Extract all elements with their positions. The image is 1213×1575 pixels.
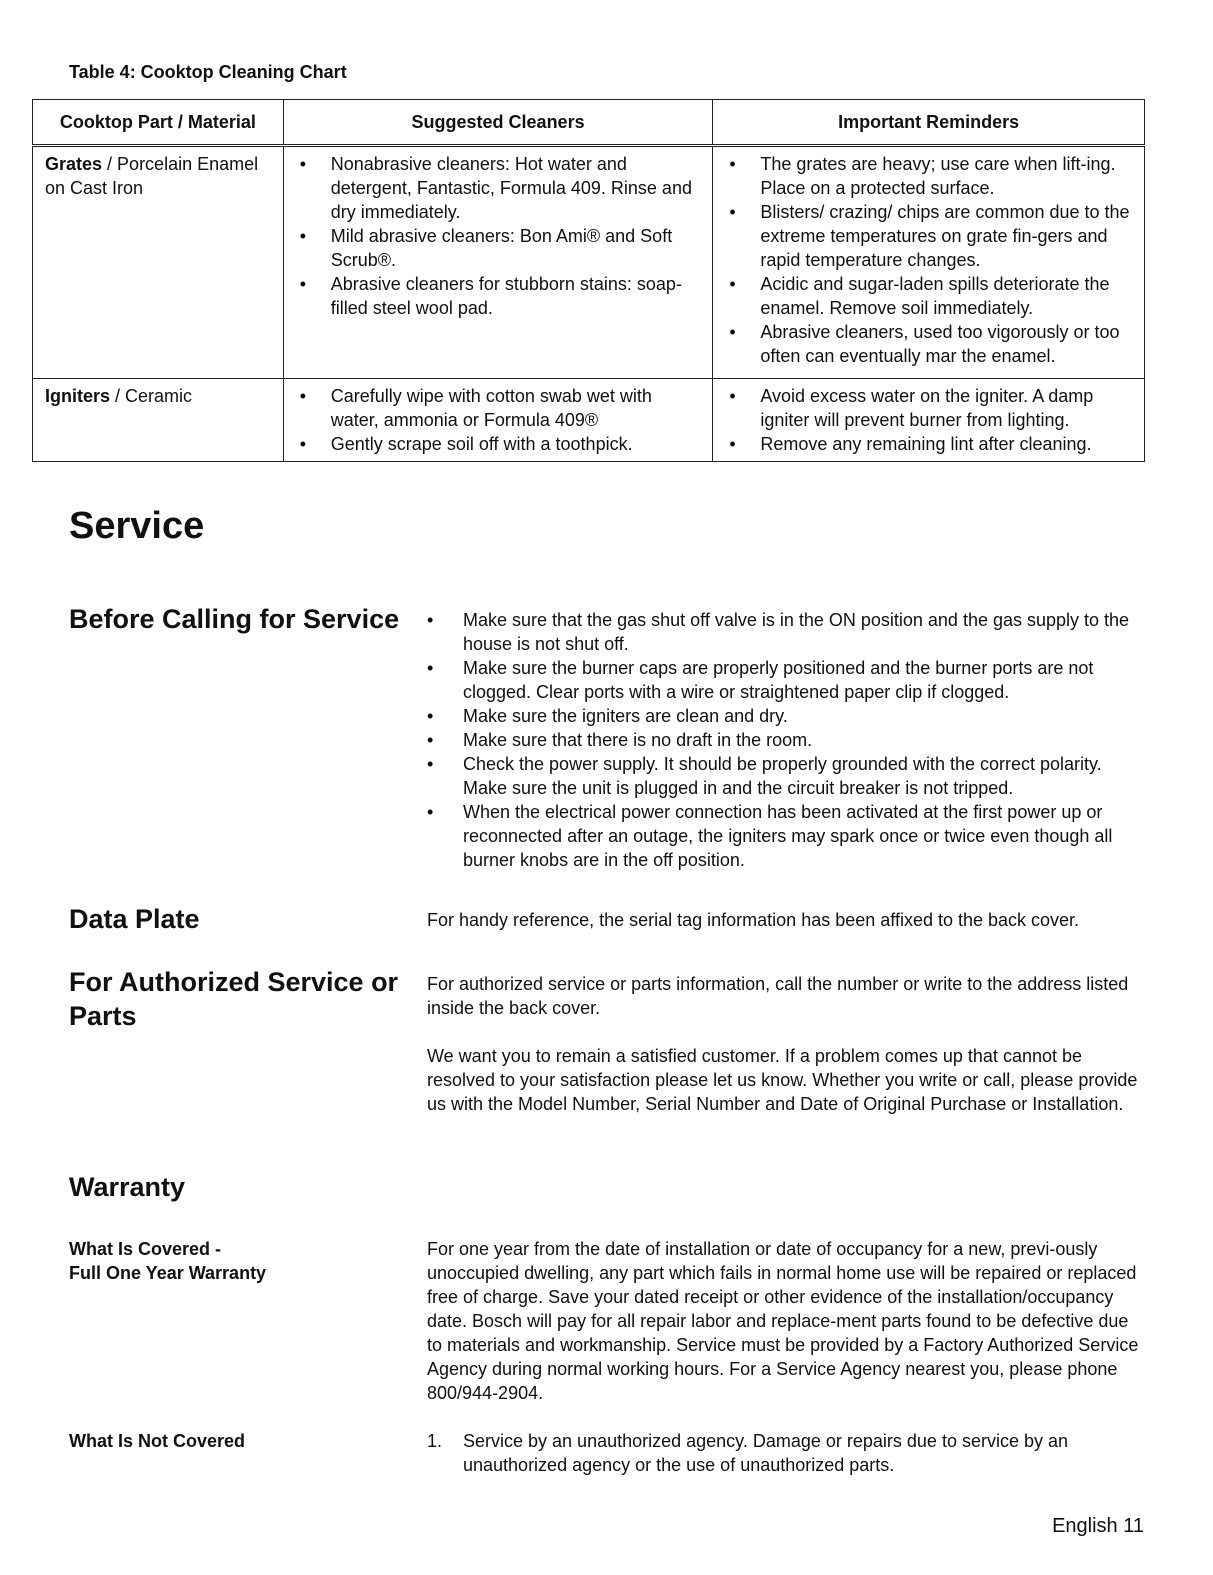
- column-header-part: Cooktop Part / Material: [33, 100, 284, 146]
- cleaners-cell: [283, 146, 713, 379]
- list-item: • Make sure the burner caps are properly positioned and the burner ports are not clogged. Clear ports with a wire or straightened paper clip if clogged.: [427, 656, 1143, 704]
- list-item: • The grates are heavy; use care when lift-ing. Place on a protected surface.: [725, 152, 1132, 200]
- table-row: [33, 379, 1145, 462]
- list-item: • Remove any remaining lint after cleaning.: [725, 432, 1132, 456]
- item-number: 1.: [427, 1431, 443, 1451]
- reminders-cell: [713, 146, 1145, 379]
- data-plate-text: For handy reference, the serial tag information has been affixed to the back cover.: [427, 910, 1080, 930]
- list-item: • Abrasive cleaners for stubborn stains: soap-filled steel wool pad.: [296, 272, 701, 320]
- list-item: • Check the power supply. It should be properly grounded with the correct polarity. Make sure the unit is plugged in and the circuit breaker is not tripped.: [427, 752, 1143, 800]
- part-cell: [33, 379, 284, 462]
- part-material: / Ceramic: [110, 386, 193, 406]
- list-item: • Carefully wipe with cotton swab wet with water, ammonia or Formula 409®: [296, 384, 701, 432]
- covered-label-line2: Full One Year Warranty: [69, 1263, 267, 1283]
- authorized-text: For authorized service or parts information, call the number or write to the address listed inside the back cover.: [427, 974, 1129, 1018]
- not-covered-item: [427, 1429, 1143, 1477]
- covered-text: For one year from the date of installation or date of occupancy for a new, previ-ously unoccupied dwelling, any part which fails in normal home use will be repaired or replaced free of charge. Save your dated receipt or other evidence of the installation/occupancy date. Bosch will pay for all repair labor and replace-ment parts found to be defective due to materials and workmanship. Service must be provided by a Factory Authorized Service Agency during normal working hours. For a Service Agency nearest you, please phone 800/944-2904.: [427, 1239, 1139, 1403]
- authorized-heading-line2: Parts: [69, 1001, 137, 1031]
- list-item: • Blisters/ crazing/ chips are common due to the extreme temperatures on grate fin-gers and rapid temperature changes.: [725, 200, 1132, 272]
- not-covered-label: What Is Not Covered: [69, 1431, 246, 1451]
- table-caption: Table 4: Cooktop Cleaning Chart: [69, 62, 347, 82]
- list-item: • Nonabrasive cleaners: Hot water and detergent, Fantastic, Formula 409. Rinse and dry immediately.: [296, 152, 701, 224]
- page-title: Service: [69, 505, 205, 547]
- part-name: Grates: [45, 154, 103, 174]
- reminders-cell: [713, 379, 1145, 462]
- table-row: [33, 146, 1145, 379]
- table-header-row: [33, 100, 1145, 146]
- cleaning-chart-table: [32, 99, 1145, 462]
- page-footer: English 11: [1052, 1515, 1144, 1537]
- list-item: • Avoid excess water on the igniter. A damp igniter will prevent burner from lighting.: [725, 384, 1132, 432]
- part-material: / Porcelain Enamel on Cast Iron: [45, 154, 259, 198]
- list-item: • Mild abrasive cleaners: Bon Ami® and Soft Scrub®.: [296, 224, 701, 272]
- authorized-heading-line1: For Authorized Service or: [69, 967, 399, 997]
- list-item: • Make sure that there is no draft in the room.: [427, 728, 1143, 752]
- satisfaction-text: We want you to remain a satisfied customer. If a problem comes up that cannot be resolved to your satisfaction please let us know. Whether you write or call, please provide us with the Model Number, Serial Number and Date of Original Purchase or Installation.: [427, 1046, 1138, 1114]
- before-calling-list: [427, 608, 1143, 872]
- cleaners-cell: [283, 379, 713, 462]
- part-cell: [33, 146, 284, 379]
- list-item: • Gently scrape soil off with a toothpick.: [296, 432, 701, 456]
- list-item: • Make sure the igniters are clean and dry.: [427, 704, 1143, 728]
- data-plate-heading: Data Plate: [69, 904, 200, 934]
- list-item: • Acidic and sugar-laden spills deteriorate the enamel. Remove soil immediately.: [725, 272, 1132, 320]
- list-item: • Make sure that the gas shut off valve is in the ON position and the gas supply to the house is not shut off.: [427, 608, 1143, 656]
- before-calling-heading: Before Calling for Service: [69, 604, 400, 634]
- part-name: Igniters: [45, 386, 111, 406]
- list-item: • Abrasive cleaners, used too vigorously or too often can eventually mar the enamel.: [725, 320, 1132, 368]
- column-header-cleaners: Suggested Cleaners: [283, 100, 713, 146]
- warranty-heading: Warranty: [69, 1172, 186, 1202]
- item-text: Service by an unauthorized agency. Damage or repairs due to service by an unauthorized agency or the use of unauthorized parts.: [463, 1431, 1069, 1475]
- list-item: • When the electrical power connection has been activated at the first power up or reconnected after an outage, the igniters may spark once or twice even though all burner knobs are in the off position.: [427, 800, 1143, 872]
- covered-label-line1: What Is Covered -: [69, 1239, 222, 1259]
- column-header-reminders: Important Reminders: [713, 100, 1145, 146]
